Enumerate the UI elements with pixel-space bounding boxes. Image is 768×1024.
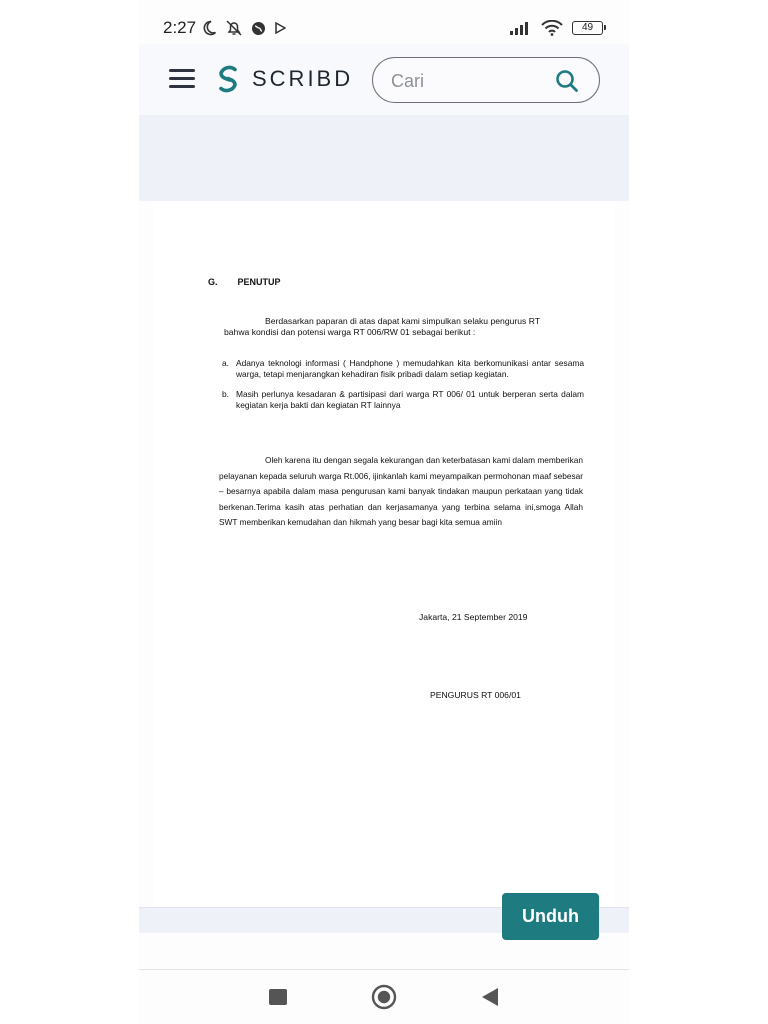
search-box[interactable] — [372, 57, 600, 103]
status-bar — [139, 0, 629, 44]
list-item-text: Masih perlunya kesadaran & partisipasi dari warga RT 006/ 01 untuk berperan serta dalam kegiatan kerja bakti dan kegiatan RT lainnya — [236, 389, 584, 410]
scribd-logo-icon — [214, 64, 242, 94]
list-item — [222, 389, 584, 411]
play-store-icon — [274, 22, 286, 34]
menu-icon-bar — [169, 85, 195, 88]
search-icon[interactable] — [555, 69, 579, 93]
list-item — [222, 358, 584, 380]
section-number: G. — [208, 277, 218, 287]
menu-icon-bar — [169, 77, 195, 80]
signal-icon — [510, 21, 532, 35]
intro-paragraph — [224, 316, 584, 338]
place-date: Jakarta, 21 September 2019 — [419, 612, 528, 622]
list-item-text: Adanya teknologi informasi ( Handphone ) memudahkan kita berkomunikasi antar sesama warga, tetapi menjarangkan kehadiran fisik pribadi dalam setiap kegiatan. — [236, 358, 584, 379]
status-time: 2:27 — [163, 18, 197, 37]
back-button[interactable] — [480, 986, 500, 1008]
download-button[interactable]: Unduh — [502, 893, 599, 940]
navigation-bar — [139, 969, 629, 1024]
list-marker: a. — [222, 358, 229, 368]
intro-line-2: bahwa kondisi dan potensi warga RT 006/RW 01 sebagai berikut : — [224, 327, 476, 337]
status-icons-left — [201, 18, 286, 38]
globe-icon — [251, 21, 266, 36]
app-header — [139, 44, 629, 115]
brand-name: SCRIBD — [252, 66, 354, 91]
section-heading — [208, 277, 281, 287]
ad-banner-area — [139, 115, 629, 201]
wifi-icon — [541, 20, 563, 36]
moon-icon — [201, 20, 217, 36]
phone-screen — [139, 0, 629, 1024]
section-title: PENUTUP — [237, 277, 281, 287]
search-input[interactable] — [391, 69, 541, 93]
findings-list — [222, 358, 584, 420]
document-page — [153, 201, 615, 907]
bell-off-icon — [225, 19, 243, 37]
status-icons-right — [510, 18, 603, 38]
closing-paragraph — [219, 453, 583, 531]
home-button[interactable] — [371, 984, 397, 1010]
intro-line-1: Berdasarkan paparan di atas dapat kami simpulkan selaku pengurus RT — [265, 316, 540, 326]
scribd-logo[interactable] — [214, 64, 353, 94]
recents-button[interactable] — [269, 989, 287, 1005]
closing-text: Oleh karena itu dengan segala kekurangan dan keterbatasan kami dalam memberikan pelayanan kepada seluruh warga Rt.006, ijinkanlah kami meyampaikan permohonan maaf sebesar – besarnya apabila dalam masa pengurusan kami banyak tindakan maupun perkataan yang tidak berkenan.Terima kasih atas perhatian dan kerjasamanya yang terbina selama ini,smoga Allah SWT memberikan kemudahan dan hikmah yang besar bagi kita semua amiin — [219, 455, 583, 528]
signer: PENGURUS RT 006/01 — [430, 690, 521, 700]
list-marker: b. — [222, 389, 229, 399]
menu-icon-bar — [169, 69, 195, 72]
menu-button[interactable] — [169, 69, 195, 89]
battery-icon: 49 — [572, 21, 603, 35]
